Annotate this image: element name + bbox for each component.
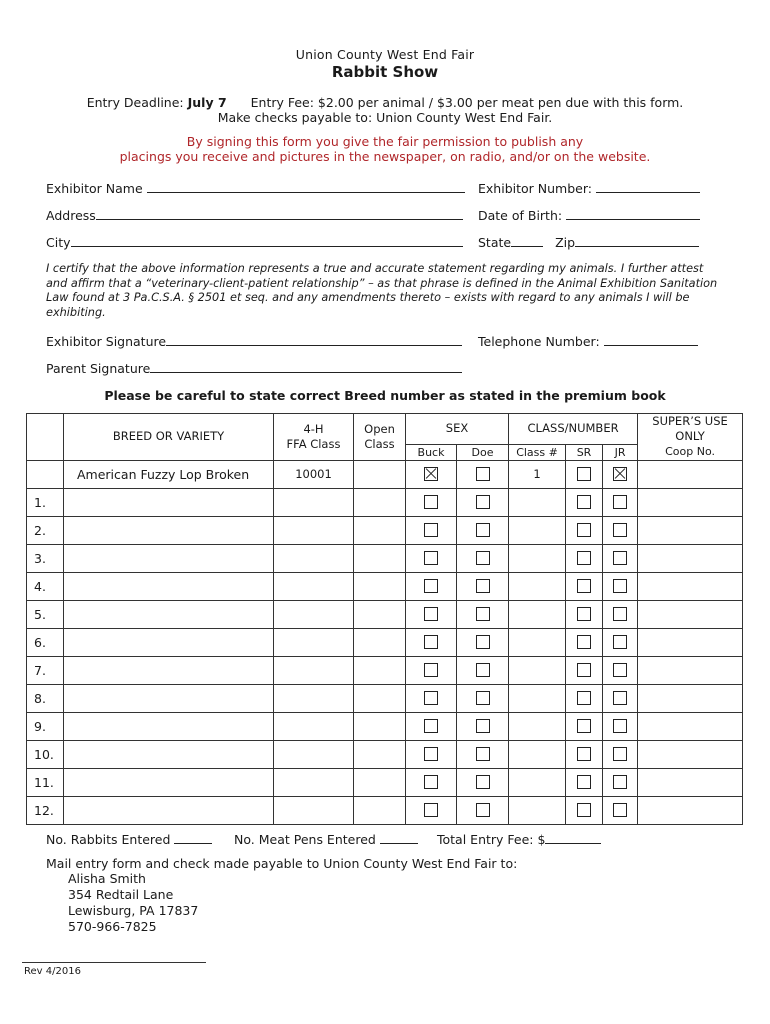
exhibitor-name-label: Exhibitor Name [46,181,143,196]
doe-cell [457,516,509,544]
sr-checkbox[interactable] [577,803,591,817]
mail-instruction: Mail entry form and check made payable to Union County West End Fair to: [46,856,518,871]
breed-cell[interactable] [64,516,274,544]
open-class-cell[interactable] [354,572,406,600]
doe-checkbox[interactable] [476,663,490,677]
dob-line[interactable] [566,208,700,220]
open-class-header-line-2: Class [364,436,395,451]
open-class-cell[interactable] [354,768,406,796]
example-doe-checkbox [476,467,490,481]
class-no-cell[interactable] [509,656,566,684]
entry-row [27,796,743,824]
doe-cell [457,628,509,656]
fair-name: Union County West End Fair [295,47,475,62]
coop-no-cell [638,628,743,656]
telephone-label: Telephone Number: [478,334,600,349]
example-sr-checkbox [577,467,591,481]
jr-cell [603,796,638,824]
coop-no-cell [638,796,743,824]
buck-cell [406,684,457,712]
buck-checkbox[interactable] [424,719,438,733]
jr-cell [603,572,638,600]
open-class-cell[interactable] [354,684,406,712]
total-fee-label: Total Entry Fee: $ [437,832,546,847]
city-label: City [46,235,71,250]
open-class-cell[interactable] [354,712,406,740]
class-no-cell[interactable] [509,712,566,740]
entry-row-number: 7. [27,656,64,684]
form-title: Rabbit Show [331,63,439,81]
buck-checkbox[interactable] [424,607,438,621]
open-class-cell[interactable] [354,656,406,684]
coop-no-cell [638,600,743,628]
buck-cell [406,740,457,768]
doe-checkbox[interactable] [476,579,490,593]
exhibitor-name-line[interactable] [147,181,465,193]
class-4h-cell[interactable] [274,740,354,768]
jr-checkbox[interactable] [613,803,627,817]
buck-cell [406,516,457,544]
revision-label: Rev 4/2016 [24,966,81,977]
sr-checkbox[interactable] [577,635,591,649]
class-no-cell[interactable] [509,516,566,544]
super-use-header [638,414,743,445]
entry-fee: Entry Fee: $2.00 per animal / $3.00 per meat pen due with this form. [250,95,684,110]
exhibitor-name-field[interactable] [46,181,465,196]
entry-row [27,684,743,712]
entry-row [27,740,743,768]
jr-cell [603,656,638,684]
telephone-line[interactable] [604,334,698,346]
exhibitor-signature-label: Exhibitor Signature [46,334,167,349]
jr-checkbox[interactable] [613,747,627,761]
exhibitor-number-field[interactable] [478,181,700,196]
sr-cell [566,796,603,824]
sr-header: SR [566,444,603,460]
entry-row-number: 1. [27,488,64,516]
class-4h-cell[interactable] [274,488,354,516]
zip-line[interactable] [575,235,699,247]
exhibitor-signature-line[interactable] [166,334,462,346]
class-4h-header-line-1: 4-H [303,421,324,436]
class-no-cell[interactable] [509,684,566,712]
mail-address-line-3: Lewisburg, PA 17837 [68,903,199,918]
buck-checkbox[interactable] [424,523,438,537]
sr-checkbox[interactable] [577,747,591,761]
jr-checkbox[interactable] [613,691,627,705]
payable-line: Make checks payable to: Union County West End Fair. [217,110,553,125]
sr-cell [566,544,603,572]
sr-checkbox[interactable] [577,579,591,593]
entry-row [27,628,743,656]
example-class-no: 1 [509,460,566,488]
breed-cell[interactable] [64,628,274,656]
entry-row [27,656,743,684]
buck-cell [406,656,457,684]
open-class-cell[interactable] [354,740,406,768]
jr-checkbox[interactable] [613,607,627,621]
jr-cell [603,712,638,740]
doe-checkbox[interactable] [476,551,490,565]
jr-cell [603,488,638,516]
deadline-value: July 7 [187,95,227,110]
class-4h-cell[interactable] [274,600,354,628]
jr-cell [603,628,638,656]
exhibitor-number-label: Exhibitor Number: [478,181,592,196]
coop-no-cell [638,684,743,712]
entry-row [27,768,743,796]
sr-cell [566,488,603,516]
entry-row [27,712,743,740]
address-label: Address [46,208,96,223]
example-breed: American Fuzzy Lop Broken [64,460,274,488]
jr-cell [603,684,638,712]
class-no-cell[interactable] [509,572,566,600]
doe-cell [457,544,509,572]
deadline-label: Entry Deadline: [86,95,184,110]
jr-checkbox[interactable] [613,663,627,677]
sr-cell [566,656,603,684]
jr-cell [603,600,638,628]
jr-checkbox[interactable] [613,523,627,537]
breed-cell[interactable] [64,684,274,712]
class-4h-cell[interactable] [274,516,354,544]
state-label: State [478,235,512,250]
entry-row-number: 2. [27,516,64,544]
breed-cell[interactable] [64,768,274,796]
class-4h-cell[interactable] [274,796,354,824]
doe-checkbox[interactable] [476,495,490,509]
buck-checkbox[interactable] [424,691,438,705]
entry-row [27,544,743,572]
sex-header: SEX [406,414,509,445]
entry-row [27,516,743,544]
doe-cell [457,572,509,600]
doe-cell [457,740,509,768]
class-4h-cell[interactable] [274,712,354,740]
buck-cell [406,796,457,824]
jr-checkbox[interactable] [613,579,627,593]
buck-checkbox[interactable] [424,775,438,789]
open-class-cell[interactable] [354,600,406,628]
dob-label: Date of Birth: [478,208,563,223]
class-4h-cell[interactable] [274,768,354,796]
buck-checkbox[interactable] [424,579,438,593]
coop-no-cell [638,516,743,544]
sr-cell [566,684,603,712]
entry-rows [27,488,743,824]
exhibitor-signature-field[interactable] [46,334,462,349]
deadline-line [0,95,770,110]
jr-header: JR [603,444,638,460]
breed-cell[interactable] [64,572,274,600]
telephone-field[interactable] [478,334,698,349]
sr-checkbox[interactable] [577,523,591,537]
jr-cell [603,544,638,572]
address-field[interactable] [46,208,463,223]
buck-checkbox[interactable] [424,803,438,817]
doe-checkbox[interactable] [476,635,490,649]
breed-cell[interactable] [64,600,274,628]
sr-checkbox[interactable] [577,551,591,565]
buck-checkbox[interactable] [424,747,438,761]
example-row-number [27,460,64,488]
breed-cell[interactable] [64,796,274,824]
class-4h-header [274,414,354,461]
doe-checkbox[interactable] [476,775,490,789]
coop-header: Coop No. [638,444,743,460]
sr-checkbox[interactable] [577,691,591,705]
class-4h-cell[interactable] [274,572,354,600]
class-4h-cell[interactable] [274,656,354,684]
coop-no-cell [638,768,743,796]
buck-cell [406,544,457,572]
permission-line-1: By signing this form you give the fair permission to publish any [186,134,584,149]
class-no-cell[interactable] [509,740,566,768]
rabbits-entered-label: No. Rabbits Entered [46,832,171,847]
entry-row-number: 6. [27,628,64,656]
entry-row [27,600,743,628]
parent-signature-line[interactable] [150,361,462,373]
doe-cell [457,712,509,740]
doe-checkbox[interactable] [476,747,490,761]
sr-checkbox[interactable] [577,775,591,789]
super-use-header-line-1: SUPER’S USE [652,414,728,428]
entry-row-number: 5. [27,600,64,628]
sr-checkbox[interactable] [577,495,591,509]
breed-header: BREED OR VARIETY [64,414,274,461]
class-no-cell[interactable] [509,796,566,824]
buck-cell [406,768,457,796]
breed-cell[interactable] [64,488,274,516]
doe-checkbox[interactable] [476,607,490,621]
doe-cell [457,796,509,824]
coop-no-cell [638,656,743,684]
meat-pens-line[interactable] [380,832,418,844]
sr-cell [566,712,603,740]
rabbits-entered-field[interactable] [46,832,212,847]
class-number-header: CLASS/NUMBER [509,414,638,445]
entry-row-number: 11. [27,768,64,796]
sr-checkbox[interactable] [577,607,591,621]
permission-line-2: placings you receive and pictures in the newspaper, on radio, and/or on the website. [119,149,651,164]
doe-cell [457,488,509,516]
jr-checkbox[interactable] [613,551,627,565]
entry-row-number: 10. [27,740,64,768]
open-class-cell[interactable] [354,796,406,824]
table-header-row [27,414,743,445]
buck-checkbox[interactable] [424,663,438,677]
buck-cell [406,712,457,740]
sr-cell [566,628,603,656]
entry-row-number: 4. [27,572,64,600]
doe-cell [457,600,509,628]
class-4h-header-line-2: FFA Class [286,436,341,451]
doe-checkbox[interactable] [476,691,490,705]
mail-address-line-2: 354 Redtail Lane [68,887,174,902]
class-4h-cell[interactable] [274,544,354,572]
open-class-cell[interactable] [354,516,406,544]
buck-cell [406,600,457,628]
jr-cell [603,516,638,544]
coop-no-cell [638,544,743,572]
address-line[interactable] [96,208,463,220]
class-hash-header: Class # [509,444,566,460]
example-coop-no [638,460,743,488]
open-class-cell[interactable] [354,628,406,656]
entry-row-number: 8. [27,684,64,712]
doe-checkbox[interactable] [476,803,490,817]
coop-no-cell [638,712,743,740]
entry-row [27,488,743,516]
class-no-cell[interactable] [509,600,566,628]
meat-pens-field[interactable] [234,832,418,847]
jr-cell [603,768,638,796]
class-4h-cell[interactable] [274,684,354,712]
entry-row-number: 9. [27,712,64,740]
parent-signature-field[interactable] [46,361,462,376]
jr-checkbox[interactable] [613,495,627,509]
doe-cell [457,684,509,712]
buck-header: Buck [406,444,457,460]
coop-no-cell [638,740,743,768]
sr-cell [566,600,603,628]
example-class-4h: 10001 [274,460,354,488]
dob-field[interactable] [478,208,700,223]
class-no-cell[interactable] [509,628,566,656]
coop-no-cell [638,572,743,600]
rabbits-entered-line[interactable] [174,832,212,844]
state-line[interactable] [511,235,543,247]
super-use-header-line-2: ONLY [675,429,705,443]
jr-checkbox[interactable] [613,719,627,733]
open-class-header-line-1: Open [364,421,395,436]
parent-signature-label: Parent Signature [46,361,151,376]
jr-checkbox[interactable] [613,635,627,649]
breed-cell[interactable] [64,740,274,768]
example-buck-checkbox [424,467,438,481]
class-no-cell[interactable] [509,768,566,796]
class-no-cell[interactable] [509,488,566,516]
open-class-header [354,414,406,461]
doe-header: Doe [457,444,509,460]
buck-checkbox[interactable] [424,551,438,565]
doe-checkbox[interactable] [476,523,490,537]
mail-address-line-4: 570-966-7825 [68,919,157,934]
certification-statement: I certify that the above information represents a true and accurate statement regarding my animals. I further attest and affirm that a “veterinary-client-patient relationship” – as that phrase is defined in the Animal Exhibition Sanitation Law found at 3 Pa.C.S.A. § 2501 et seq. and any amendments thereto – exists with regard to any animals I will be exhibiting. [46,262,718,319]
class-no-cell[interactable] [509,544,566,572]
doe-cell [457,768,509,796]
doe-cell [457,656,509,684]
exhibitor-number-line[interactable] [596,181,700,193]
total-fee-field[interactable] [437,832,601,847]
doe-checkbox[interactable] [476,719,490,733]
sr-cell [566,740,603,768]
footer-divider [22,962,206,963]
entry-row [27,572,743,600]
jr-cell [603,740,638,768]
class-4h-cell[interactable] [274,628,354,656]
mail-address-line-1: Alisha Smith [68,871,146,886]
buck-checkbox[interactable] [424,635,438,649]
sr-cell [566,768,603,796]
buck-cell [406,572,457,600]
state-zip-field[interactable] [478,235,699,250]
meat-pens-label: No. Meat Pens Entered [234,832,376,847]
zip-label: Zip [555,235,576,250]
entry-table [26,413,743,825]
breed-number-note: Please be careful to state correct Breed number as stated in the premium book [104,388,666,403]
sr-cell [566,572,603,600]
sr-checkbox[interactable] [577,719,591,733]
buck-checkbox[interactable] [424,495,438,509]
example-jr-checkbox [613,467,627,481]
sr-cell [566,516,603,544]
buck-cell [406,628,457,656]
breed-cell[interactable] [64,656,274,684]
jr-checkbox[interactable] [613,775,627,789]
total-fee-line[interactable] [545,832,601,844]
open-class-cell[interactable] [354,544,406,572]
city-line[interactable] [71,235,463,247]
entry-row-number: 3. [27,544,64,572]
buck-cell [406,488,457,516]
sr-checkbox[interactable] [577,663,591,677]
row-number-header [27,414,64,461]
breed-cell[interactable] [64,712,274,740]
city-field[interactable] [46,235,463,250]
entry-row-number: 12. [27,796,64,824]
example-open-class [354,460,406,488]
example-row [27,460,743,488]
breed-cell[interactable] [64,544,274,572]
coop-no-cell [638,488,743,516]
open-class-cell[interactable] [354,488,406,516]
